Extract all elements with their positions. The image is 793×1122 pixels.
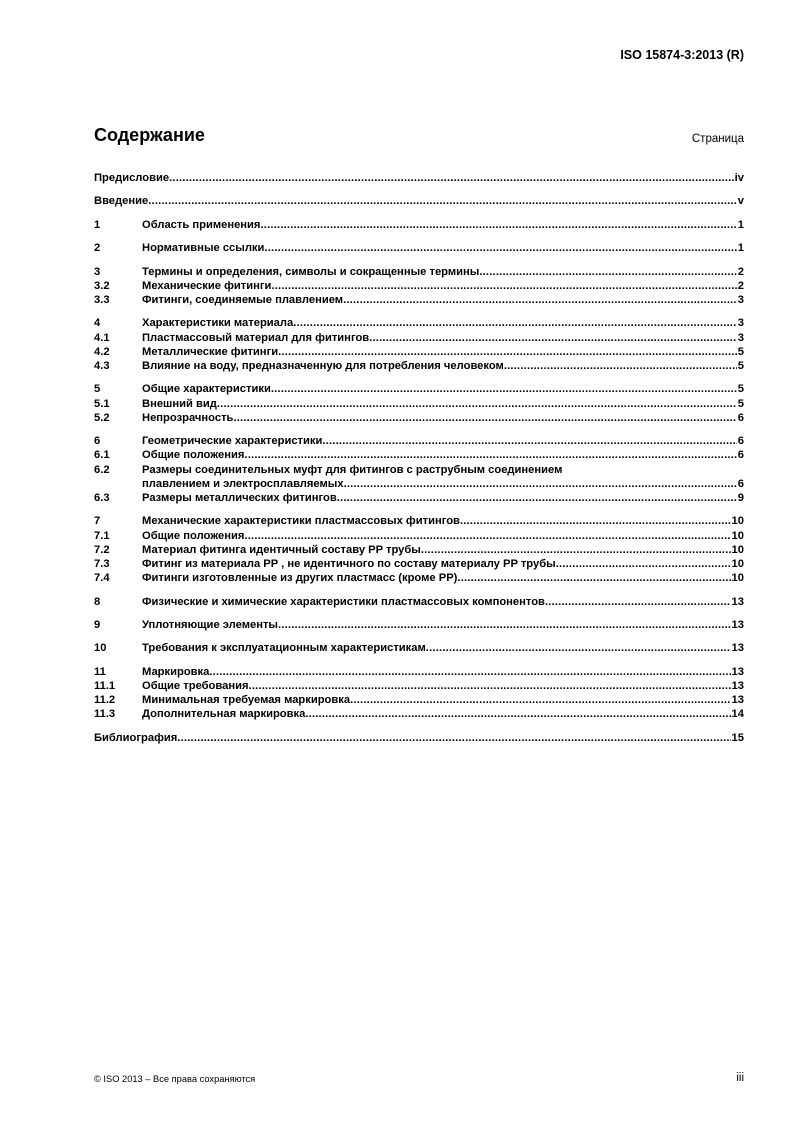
toc-entry-title: Термины и определения, символы и сокращенные термины ..... bbox=[142, 265, 744, 279]
toc-entry-number: 9 bbox=[94, 618, 101, 631]
toc-entry-number: 7.1 bbox=[94, 529, 110, 542]
toc-entry[interactable] bbox=[94, 194, 744, 208]
toc-entry[interactable] bbox=[94, 382, 744, 396]
toc-entry-number: 8 bbox=[94, 595, 101, 608]
toc-entry-number: 6.1 bbox=[94, 449, 110, 462]
toc-entry-number: 3 bbox=[94, 265, 101, 278]
toc-entry-title: Фитинги изготовленные из других пластмасс (кроме PP) ..... bbox=[142, 571, 744, 585]
toc-entry-title: Пластмассовый материал для фитингов ..... bbox=[142, 331, 744, 345]
toc-entry-page: 9 bbox=[737, 491, 744, 504]
toc-entry-number: 3.2 bbox=[94, 279, 110, 292]
toc-entry[interactable] bbox=[94, 491, 744, 505]
toc-entry[interactable] bbox=[94, 279, 744, 293]
footer-page-number: iii bbox=[736, 1072, 744, 1084]
toc-entry-number: 2 bbox=[94, 242, 101, 255]
toc-entry-title: Общие требования ..... bbox=[142, 679, 744, 693]
toc-entry[interactable] bbox=[94, 463, 744, 491]
toc-entry-page: 5 bbox=[737, 345, 744, 358]
toc-entry[interactable] bbox=[94, 293, 744, 307]
toc-title: Содержание bbox=[94, 125, 205, 145]
toc-entry-title: Нормативные ссылки ..... bbox=[142, 241, 744, 255]
toc-entry-number: 5.1 bbox=[94, 397, 110, 410]
toc-entry-title: Общие характеристики ..... bbox=[142, 382, 744, 396]
toc-entry[interactable] bbox=[94, 218, 744, 232]
toc-entry-title: Механические характеристики пластмассовых фитингов ..... bbox=[142, 514, 744, 528]
toc-entry-title: Уплотняющие элементы ..... bbox=[142, 618, 744, 632]
toc-entry-number: 4.3 bbox=[94, 359, 110, 372]
toc-entry-title: Материал фитинга идентичный составу PP трубы ..... bbox=[142, 543, 744, 557]
toc-entry-number: 5 bbox=[94, 383, 101, 396]
toc-entry-number: 10 bbox=[94, 642, 107, 655]
toc-entry[interactable] bbox=[94, 693, 744, 707]
toc-entry-title: Геометрические характеристики ..... bbox=[142, 434, 744, 448]
toc-entry-page: 13 bbox=[731, 665, 744, 678]
toc-entry-page: 15 bbox=[731, 731, 744, 744]
toc-entry[interactable] bbox=[94, 679, 744, 693]
toc-entry-page: 3 bbox=[737, 293, 744, 306]
page-column-label: Страница bbox=[691, 133, 744, 145]
toc-entry-number: 4.2 bbox=[94, 345, 110, 358]
toc-entry-page: 1 bbox=[737, 242, 744, 255]
toc-entry-page: 10 bbox=[731, 515, 744, 528]
toc-entry-title: Область применения ..... bbox=[142, 218, 744, 232]
toc-entry[interactable] bbox=[94, 171, 744, 185]
toc-entry-title: Влияние на воду, предназначенную для потребления человеком ..... bbox=[142, 359, 744, 373]
toc-entry-page: 10 bbox=[731, 572, 744, 585]
toc-entry-number: 7.2 bbox=[94, 543, 110, 556]
toc-entry[interactable] bbox=[94, 665, 744, 679]
toc-entry-page: 13 bbox=[731, 595, 744, 608]
toc-entry-title: Предисловие ..... bbox=[94, 171, 744, 185]
toc-entry[interactable] bbox=[94, 316, 744, 330]
toc-entry-title: плавлением и электросплавляемых ..... bbox=[142, 477, 744, 491]
toc-entry-page: 13 bbox=[731, 694, 744, 707]
toc-entry-title: Механические фитинги ..... bbox=[142, 279, 744, 293]
toc-entry-page: v bbox=[737, 195, 744, 208]
toc-entry-title: Фитинг из материала PP , не идентичного по составу материалу PP трубы ..... bbox=[142, 557, 744, 571]
toc-entry-title: Металлические фитинги ..... bbox=[142, 345, 744, 359]
toc-entry[interactable] bbox=[94, 543, 744, 557]
toc-entry-number: 11.3 bbox=[94, 708, 116, 721]
toc-entry-title: Маркировка ..... bbox=[142, 665, 744, 679]
toc-entry-page: 5 bbox=[737, 397, 744, 410]
toc-entry[interactable] bbox=[94, 641, 744, 655]
toc-entry-page: 3 bbox=[737, 317, 744, 330]
toc-entry-number: 7.3 bbox=[94, 557, 110, 570]
toc-entry-title: Размеры металлических фитингов ..... bbox=[142, 491, 744, 505]
toc-entry-page: 10 bbox=[731, 529, 744, 542]
toc-entry-page: 10 bbox=[731, 557, 744, 570]
toc-entry-page: 2 bbox=[737, 265, 744, 278]
table-of-contents bbox=[94, 171, 744, 745]
toc-entry-page: 6 bbox=[737, 435, 744, 448]
toc-entry[interactable] bbox=[94, 557, 744, 571]
toc-entry-page: 5 bbox=[737, 383, 744, 396]
toc-entry-number: 3.3 bbox=[94, 293, 110, 306]
footer-copyright: © ISO 2013 – Все права сохраняются bbox=[94, 1074, 256, 1084]
toc-entry-number: 6.3 bbox=[94, 491, 110, 504]
toc-entry-page: 13 bbox=[731, 618, 744, 631]
toc-entry-number: 7.4 bbox=[94, 572, 110, 585]
toc-entry[interactable] bbox=[94, 411, 744, 425]
toc-entry-title: Введение ..... bbox=[94, 194, 744, 208]
toc-entry[interactable] bbox=[94, 571, 744, 585]
toc-entry-page: 6 bbox=[737, 411, 744, 424]
toc-entry-number: 4 bbox=[94, 317, 101, 330]
toc-entry-number: 11.2 bbox=[94, 694, 116, 707]
toc-entry-title: Общие положения ..... bbox=[142, 529, 744, 543]
toc-entry[interactable] bbox=[94, 331, 744, 345]
toc-entry-page: iv bbox=[734, 172, 744, 184]
toc-entry-title: Общие положения ..... bbox=[142, 448, 744, 462]
toc-entry-title: Фитинги, соединяемые плавлением ..... bbox=[142, 293, 744, 307]
toc-entry[interactable] bbox=[94, 434, 744, 448]
toc-entry-title: Характеристики материала ..... bbox=[142, 316, 744, 330]
toc-entry[interactable] bbox=[94, 731, 744, 745]
toc-entry-page: 13 bbox=[731, 679, 744, 692]
toc-entry-number: 11 bbox=[94, 665, 106, 678]
toc-entry-page: 1 bbox=[737, 218, 744, 231]
toc-entry-title: Минимальная требуемая маркировка ..... bbox=[142, 693, 744, 707]
toc-entry-page: 14 bbox=[731, 708, 744, 721]
toc-entry-number: 6 bbox=[94, 435, 101, 448]
toc-entry[interactable] bbox=[94, 529, 744, 543]
toc-entry[interactable] bbox=[94, 265, 744, 279]
toc-entry[interactable] bbox=[94, 618, 744, 632]
toc-entry[interactable] bbox=[94, 448, 744, 462]
toc-entry-title: Внешний вид ..... bbox=[142, 397, 744, 411]
toc-entry[interactable] bbox=[94, 241, 744, 255]
toc-entry-title: Непрозрачность ..... bbox=[142, 411, 744, 425]
toc-entry-number: 5.2 bbox=[94, 411, 110, 424]
toc-entry-number: 7 bbox=[94, 515, 101, 528]
toc-entry-page: 13 bbox=[731, 642, 744, 655]
toc-entry-page: 6 bbox=[737, 477, 744, 490]
toc-entry-number: 6.2 bbox=[94, 463, 110, 476]
toc-entry[interactable] bbox=[94, 514, 744, 528]
toc-entry-title-first-line: Размеры соединительных муфт для фитингов с раструбным соединением bbox=[142, 463, 563, 476]
toc-entry-number: 4.1 bbox=[94, 331, 110, 344]
toc-entry[interactable] bbox=[94, 707, 744, 721]
toc-entry[interactable] bbox=[94, 345, 744, 359]
toc-entry-title: Дополнительная маркировка ..... bbox=[142, 707, 744, 721]
toc-entry-title: Требования к эксплуатационным характеристикам ..... bbox=[142, 641, 744, 655]
toc-entry-page: 5 bbox=[737, 359, 744, 372]
toc-entry-title: Библиография ..... bbox=[94, 731, 744, 745]
toc-entry[interactable] bbox=[94, 359, 744, 373]
toc-entry-number: 1 bbox=[94, 218, 101, 231]
toc-entry-page: 6 bbox=[737, 449, 744, 462]
toc-entry-page: 2 bbox=[737, 279, 744, 292]
toc-entry-page: 10 bbox=[731, 543, 744, 556]
toc-entry-title: Физические и химические характеристики пластмассовых компонентов ..... bbox=[142, 595, 744, 609]
toc-entry-page: 3 bbox=[737, 331, 744, 344]
toc-entry[interactable] bbox=[94, 595, 744, 609]
toc-entry-number: 11.1 bbox=[94, 679, 116, 692]
document-id: ISO 15874-3:2013 (R) bbox=[620, 48, 744, 62]
toc-entry[interactable] bbox=[94, 397, 744, 411]
